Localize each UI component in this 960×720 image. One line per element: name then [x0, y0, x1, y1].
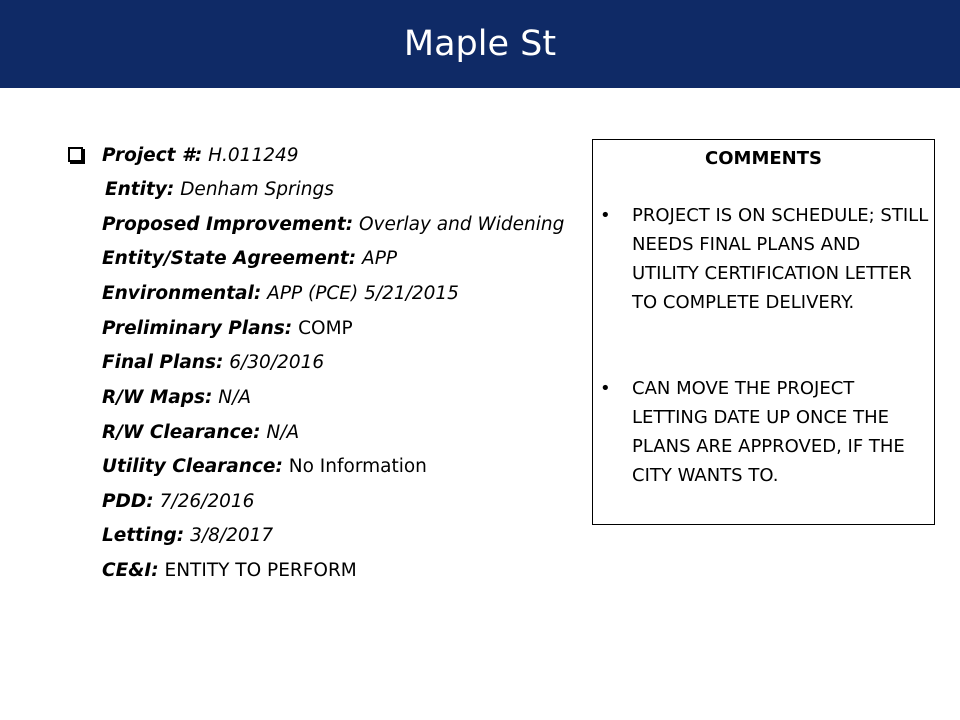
- field-value: 6/30/2016: [229, 352, 325, 373]
- field-environmental: [102, 282, 459, 306]
- field-cei: [102, 559, 357, 583]
- field-value: Overlay and Widening: [359, 214, 565, 235]
- bullet-icon: •: [600, 378, 611, 399]
- field-label: Proposed Improvement:: [102, 214, 354, 235]
- field-value: COMP: [298, 318, 353, 339]
- checkbox-square-icon: [68, 147, 83, 162]
- comment-text: CAN MOVE THE PROJECT LETTING DATE UP ONCE THE PLANS ARE APPROVED, IF THE CITY WANTS TO.: [632, 378, 905, 486]
- comment-text: PROJECT IS ON SCHEDULE; STILL NEEDS FINAL PLANS AND UTILITY CERTIFICATION LETTER TO COMPLETE DELIVERY.: [632, 205, 929, 313]
- field-letting: [102, 524, 273, 548]
- field-label: Preliminary Plans:: [102, 318, 293, 339]
- comments-box: [592, 139, 935, 525]
- field-value: APP (PCE) 5/21/2015: [267, 283, 459, 304]
- bullet-icon: •: [600, 205, 611, 226]
- field-final-plans: [102, 351, 324, 375]
- field-label: Entity/State Agreement:: [102, 248, 357, 269]
- field-value: 3/8/2017: [190, 525, 274, 546]
- field-rw-clearance: [102, 421, 299, 445]
- field-value: No Information: [288, 456, 427, 477]
- field-value: H.011249: [208, 145, 299, 166]
- field-label: Letting:: [102, 525, 185, 546]
- page-title: Maple St: [403, 24, 557, 64]
- field-label: Final Plans:: [102, 352, 224, 373]
- field-entity: [105, 178, 334, 202]
- field-value: Denham Springs: [180, 179, 334, 200]
- field-label: R/W Clearance:: [102, 422, 261, 443]
- field-pdd: [102, 490, 254, 514]
- field-label: Utility Clearance:: [102, 456, 283, 477]
- field-value: N/A: [218, 387, 252, 408]
- field-label: Environmental:: [102, 283, 262, 304]
- field-label: R/W Maps:: [102, 387, 213, 408]
- field-rw-maps: [102, 386, 251, 410]
- field-value: APP: [362, 248, 398, 269]
- field-proposed-improvement: [102, 213, 564, 237]
- field-value: N/A: [266, 422, 300, 443]
- field-value: 7/26/2016: [159, 491, 255, 512]
- field-project-number: [102, 144, 299, 168]
- field-label: CE&I:: [102, 560, 159, 581]
- field-value: ENTITY TO PERFORM: [164, 560, 357, 581]
- field-entity-state-agreement: [102, 247, 397, 271]
- comments-title: COMMENTS: [705, 148, 822, 169]
- field-utility-clearance: [102, 455, 427, 479]
- field-label: Entity:: [105, 179, 175, 200]
- field-label: PDD:: [102, 491, 154, 512]
- field-preliminary-plans: [102, 317, 353, 341]
- field-label: Project #:: [102, 145, 203, 166]
